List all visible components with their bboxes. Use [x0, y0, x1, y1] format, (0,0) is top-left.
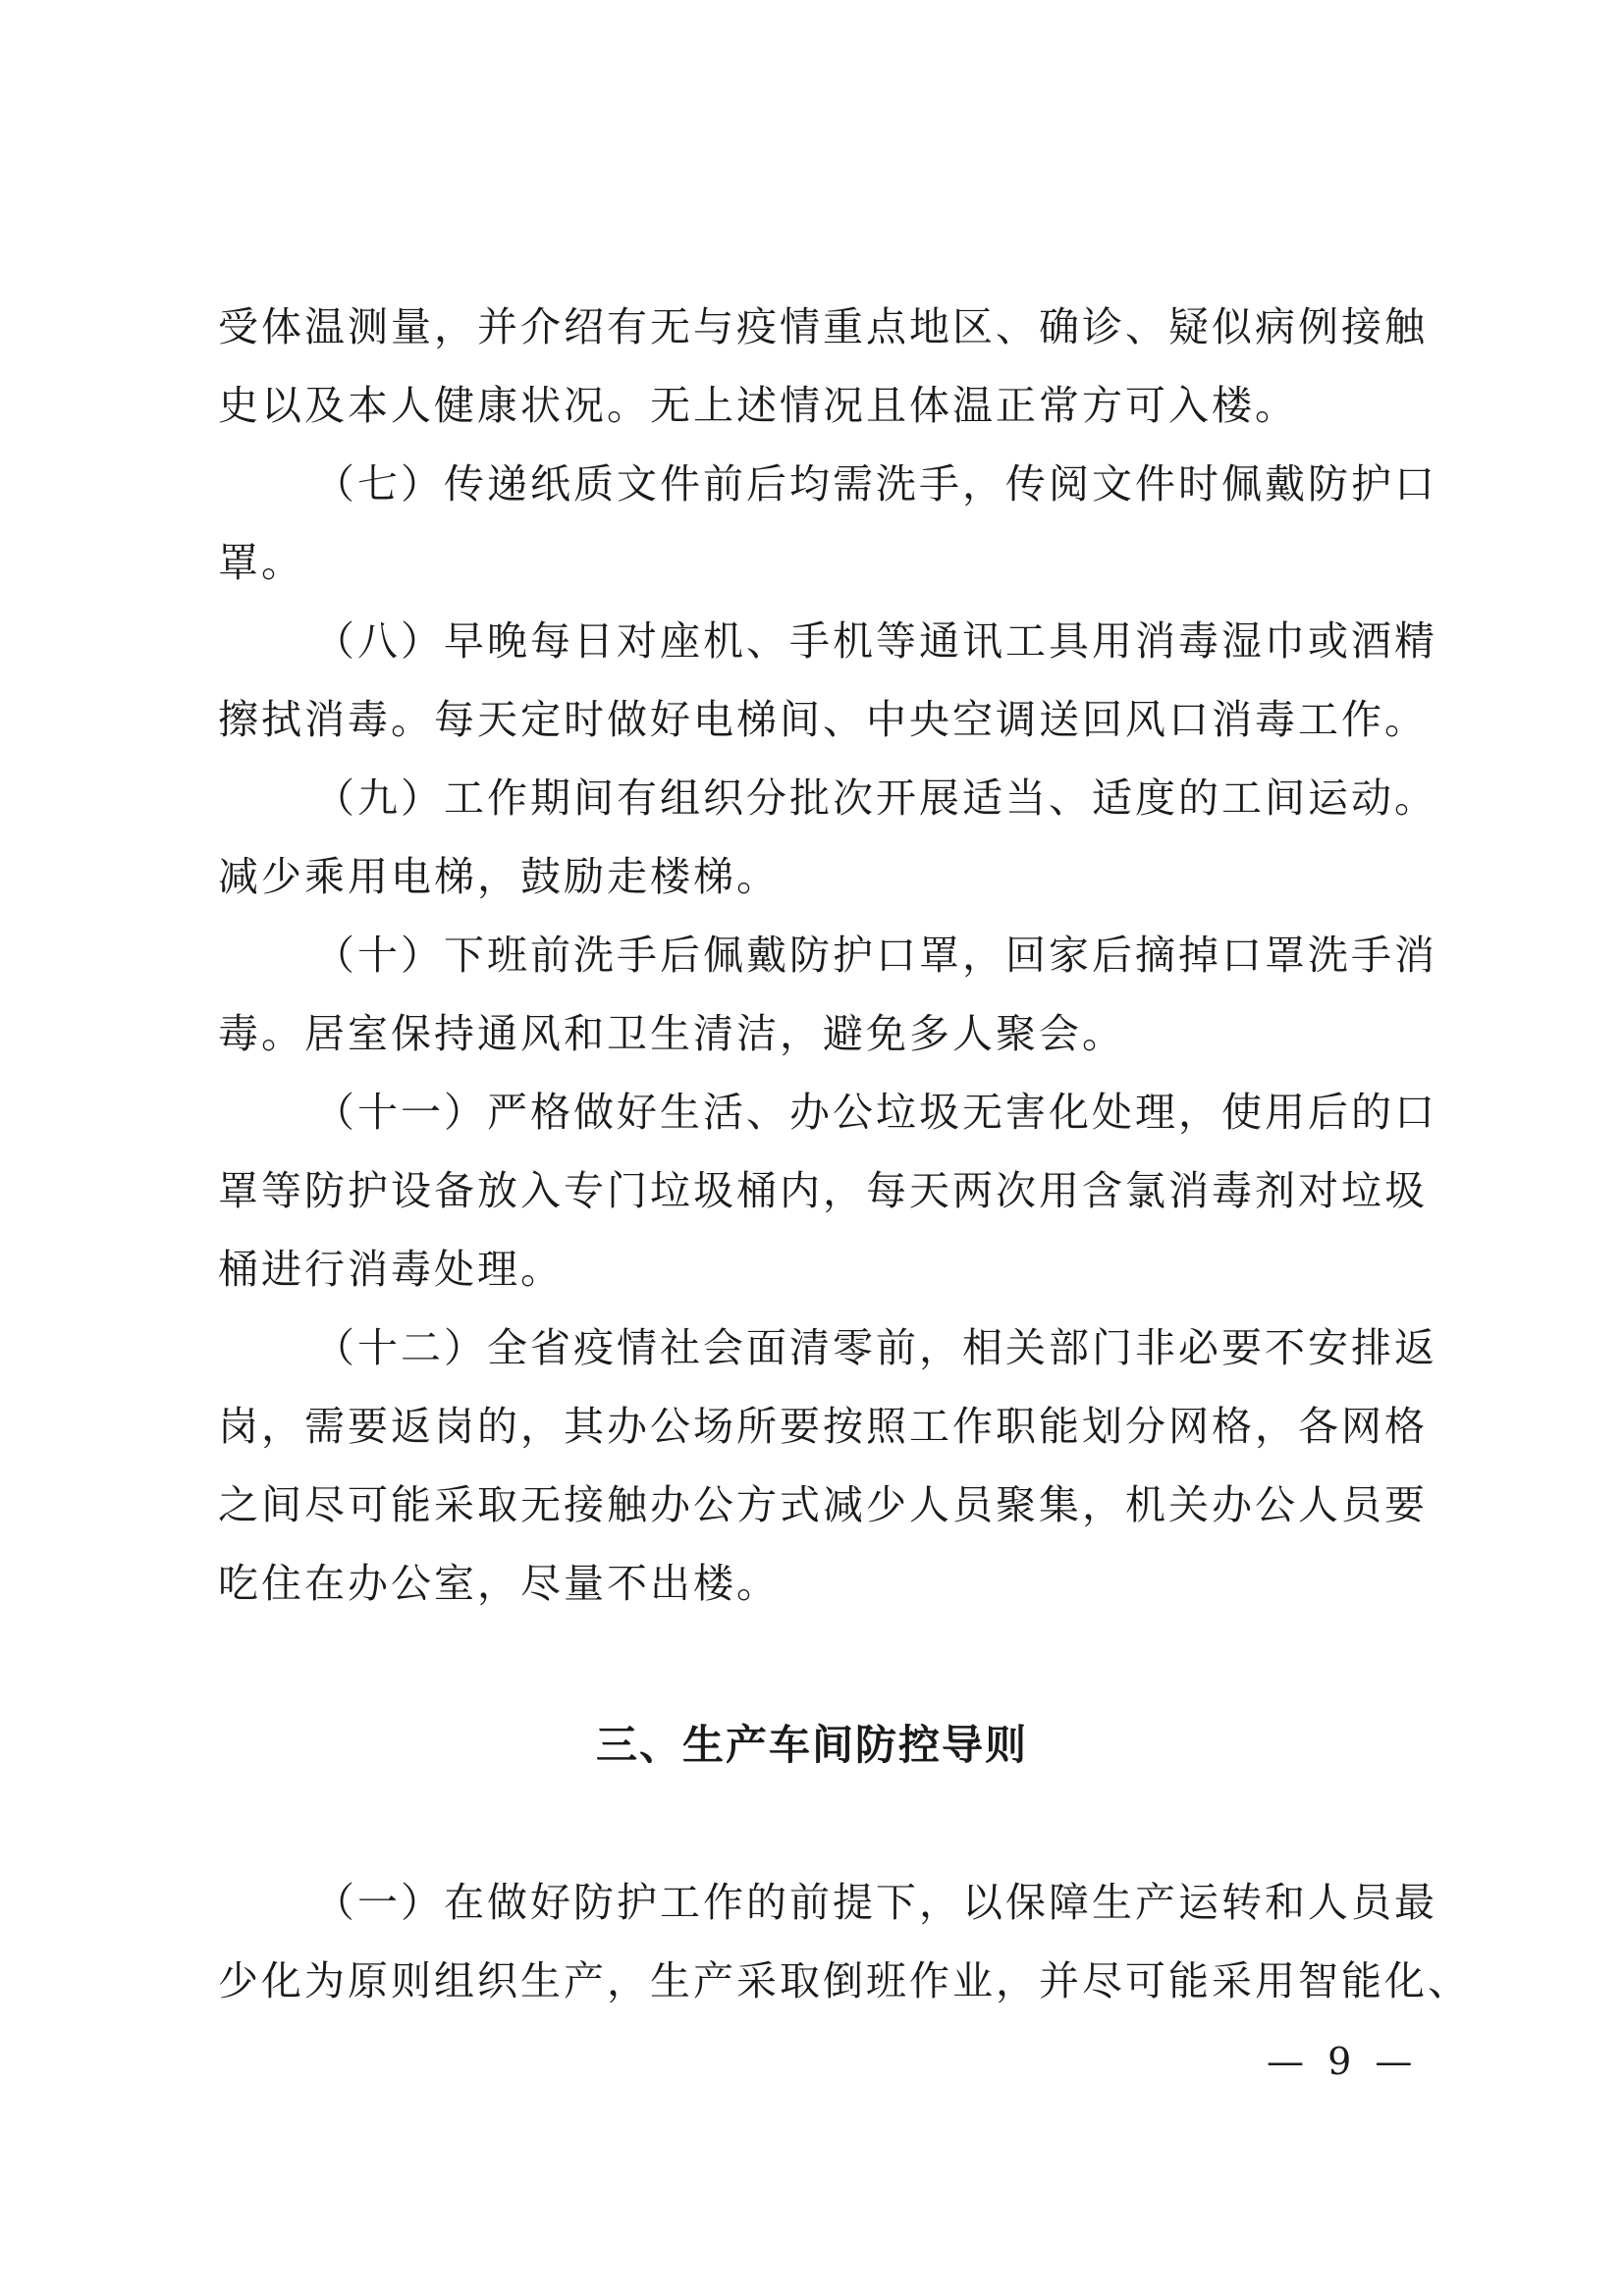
text-line: 受体温测量，并介绍有无与疫情重点地区、确诊、疑似病例接触 — [218, 303, 1428, 350]
text-line: 罩。 — [218, 539, 304, 586]
text-line: （九）工作期间有组织分批次开展适当、适度的工间运动。 — [314, 774, 1437, 822]
text-line: （十）下班前洗手后佩戴防护口罩，回家后摘掉口罩洗手消 — [314, 932, 1437, 979]
text-line: 罩等防护设备放入专门垃圾桶内，每天两次用含氯消毒剂对垃圾 — [218, 1167, 1428, 1214]
section-heading: 三、生产车间防控导则 — [595, 1721, 1028, 1769]
text-line: （十二）全省疫情社会面清零前，相关部门非必要不安排返 — [314, 1324, 1437, 1371]
text-line: 岗，需要返岗的，其办公场所要按照工作职能划分网格，各网格 — [218, 1403, 1428, 1450]
text-line: 少化为原则组织生产，生产采取倒班作业，并尽可能采用智能化、 — [218, 1957, 1471, 2004]
text-line: （一）在做好防护工作的前提下，以保障生产运转和人员最 — [314, 1879, 1437, 1926]
page-number: — 9 — — [1267, 2040, 1419, 2083]
text-line: 之间尽可能采取无接触办公方式减少人员聚集，机关办公人员要 — [218, 1481, 1428, 1528]
text-line: 桶进行消毒处理。 — [218, 1246, 564, 1293]
text-line: （八）早晚每日对座机、手机等通讯工具用消毒湿巾或酒精 — [314, 617, 1437, 665]
text-line: （十一）严格做好生活、办公垃圾无害化处理，使用后的口 — [314, 1089, 1437, 1136]
text-line: 史以及本人健康状况。无上述情况且体温正常方可入楼。 — [218, 382, 1298, 429]
text-line: 吃住在办公室，尽量不出楼。 — [218, 1560, 780, 1607]
text-line: 擦拭消毒。每天定时做好电梯间、中央空调送回风口消毒工作。 — [218, 696, 1428, 743]
text-line: 减少乘用电梯，鼓励走楼梯。 — [218, 853, 780, 900]
text-line: 毒。居室保持通风和卫生清洁，避免多人聚会。 — [218, 1010, 1125, 1057]
text-line: （七）传递纸质文件前后均需洗手，传阅文件时佩戴防护口 — [314, 460, 1437, 507]
